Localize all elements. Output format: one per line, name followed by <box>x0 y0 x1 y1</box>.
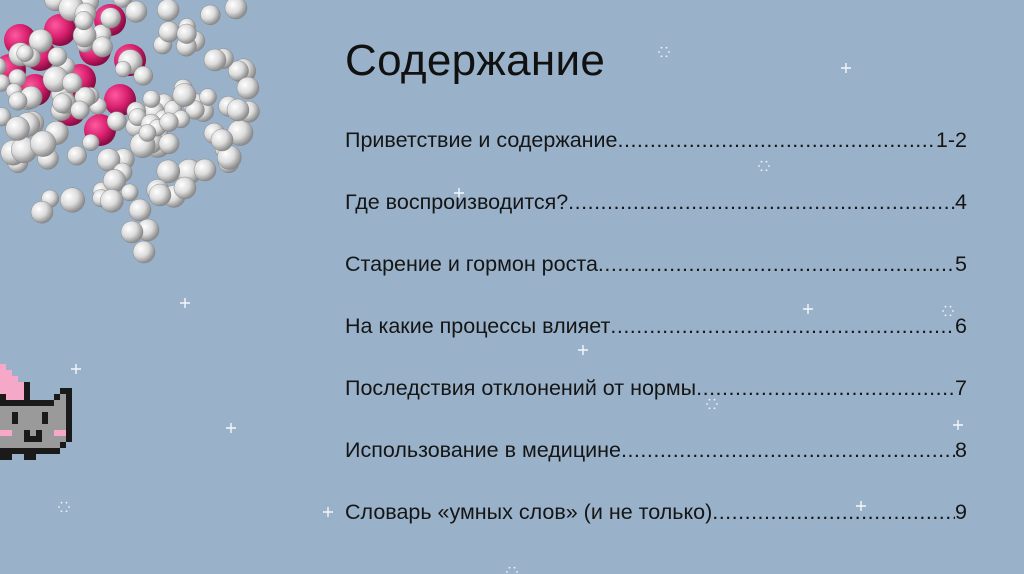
toc-entry-label: Старение и гормон роста <box>345 252 598 276</box>
toc-entry-label: Последствия отклонений от нормы <box>345 376 697 400</box>
toc-entry-page: 6 <box>955 314 967 338</box>
toc-entry-label: Словарь «умных слов» (и не только) <box>345 500 713 524</box>
toc-entry <box>345 190 967 222</box>
toc-entry-page: 7 <box>955 376 967 400</box>
toc-leader-dots <box>598 252 955 277</box>
toc-entry-label: Где воспроизводится? <box>345 190 569 214</box>
toc-leader-dots <box>712 500 955 525</box>
toc-entry-page: 9 <box>955 500 967 524</box>
toc-entry <box>345 314 967 346</box>
toc-entry-label: Использование в медицине <box>345 438 621 462</box>
toc-leader-dots <box>618 128 936 153</box>
toc-entry <box>345 376 967 408</box>
toc-entry-page: 4 <box>955 190 967 214</box>
toc-entry <box>345 500 967 532</box>
toc-leader-dots <box>696 376 955 401</box>
toc-entry <box>345 128 967 160</box>
toc-entry <box>345 252 967 284</box>
toc-entry-label: Приветствие и содержание <box>345 128 618 152</box>
toc-entry-page: 8 <box>955 438 967 462</box>
toc-leader-dots <box>621 438 955 463</box>
toc-entry-label: На какие процессы влияет <box>345 314 611 338</box>
toc-leader-dots <box>610 314 955 339</box>
slide-title: Содержание <box>345 36 606 85</box>
toc-entry-page: 5 <box>955 252 967 276</box>
toc-entry-page: 1-2 <box>935 128 967 152</box>
toc-entry <box>345 438 967 470</box>
toc-leader-dots <box>568 190 955 215</box>
